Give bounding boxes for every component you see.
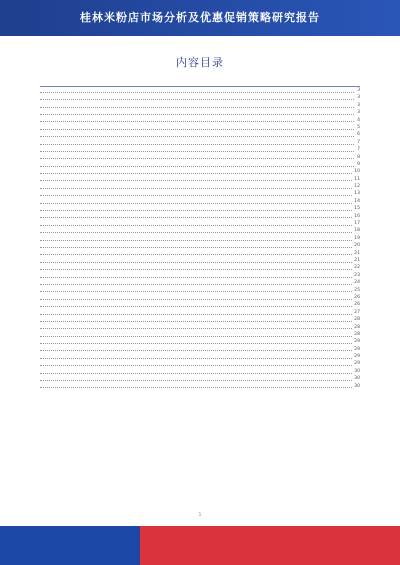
toc-entry-page: 18 <box>354 228 360 234</box>
toc-leader-dots <box>40 254 360 255</box>
toc-leader-dots <box>40 114 360 115</box>
toc-leader-dots <box>40 180 360 181</box>
toc-entry[interactable] <box>40 383 360 390</box>
toc-entry-page: 28 <box>354 317 360 323</box>
toc-entry-page: 29 <box>354 339 360 345</box>
toc-leader-dots <box>40 203 360 204</box>
toc-entry-page: 10 <box>354 169 360 175</box>
toc-entry[interactable] <box>40 213 360 220</box>
toc-entry[interactable] <box>40 353 360 360</box>
toc-entry-page: 13 <box>354 191 360 197</box>
toc-entry-page: 26 <box>354 302 360 308</box>
toc-leader-dots <box>40 321 360 322</box>
toc-entry-page: 9 <box>357 161 360 167</box>
toc-leader-dots <box>40 306 360 307</box>
toc-leader-dots <box>40 299 360 300</box>
toc-leader-dots <box>40 343 360 344</box>
toc-entry-page: 11 <box>354 176 360 182</box>
toc-entry-page: 12 <box>354 184 360 190</box>
toc-leader-dots <box>40 373 360 374</box>
toc-entry[interactable] <box>40 346 360 353</box>
toc-entry[interactable] <box>40 131 360 138</box>
toc-entry[interactable] <box>40 242 360 249</box>
footer-left <box>0 526 140 565</box>
toc-entry[interactable] <box>40 279 360 286</box>
toc-entry[interactable] <box>40 338 360 345</box>
toc-entry[interactable] <box>40 316 360 323</box>
toc-entry-page: 29 <box>354 354 360 360</box>
toc-leader-dots <box>40 291 360 292</box>
toc-entry-page: 22 <box>354 265 360 271</box>
toc-entry-page: 23 <box>354 272 360 278</box>
toc-entry[interactable] <box>40 94 360 101</box>
toc-leader-dots <box>40 277 360 278</box>
toc-leader-dots <box>40 136 360 137</box>
toc-entry-page: 30 <box>354 376 360 382</box>
toc-entry-page: 7 <box>357 139 360 145</box>
toc-entry-page: 21 <box>354 257 360 263</box>
toc-entry-page: 25 <box>354 287 360 293</box>
toc-leader-dots <box>40 144 360 145</box>
toc-entry-page: 7 <box>357 147 360 153</box>
toc-leader-dots <box>40 262 360 263</box>
toc-entry[interactable] <box>40 183 360 190</box>
toc-leader-dots <box>40 195 360 196</box>
toc-leader-dots <box>40 107 360 108</box>
toc-entry[interactable] <box>40 250 360 257</box>
toc-entry-page: 4 <box>357 117 360 123</box>
page-number: 1 <box>198 512 202 518</box>
toc-entry[interactable] <box>40 198 360 205</box>
toc-entry-page: 3 <box>357 95 360 101</box>
table-of-contents <box>40 86 360 390</box>
toc-leader-dots <box>40 166 360 167</box>
toc-entry-page: 26 <box>354 294 360 300</box>
toc-entry[interactable] <box>40 287 360 294</box>
toc-leader-dots <box>40 240 360 241</box>
toc-entry-page: 19 <box>354 235 360 241</box>
toc-leader-dots <box>40 188 360 189</box>
toc-entry-page: 6 <box>357 132 360 138</box>
toc-leader-dots <box>40 121 360 122</box>
footer-banner <box>0 526 400 565</box>
toc-entry-page: 3 <box>357 102 360 108</box>
toc-entry[interactable] <box>40 146 360 153</box>
toc-entry[interactable] <box>40 161 360 168</box>
toc-entry[interactable] <box>40 235 360 242</box>
toc-entry-page: 15 <box>354 206 360 212</box>
toc-entry[interactable] <box>40 360 360 367</box>
toc-entry[interactable] <box>40 139 360 146</box>
toc-leader-dots <box>40 358 360 359</box>
toc-entry-page: 24 <box>354 280 360 286</box>
toc-leader-dots <box>40 92 360 93</box>
toc-leader-dots <box>40 350 360 351</box>
toc-leader-dots <box>40 284 360 285</box>
toc-entry-page: 16 <box>354 213 360 219</box>
toc-leader-dots <box>40 151 360 152</box>
toc-leader-dots <box>40 336 360 337</box>
toc-entry[interactable] <box>40 154 360 161</box>
toc-entry[interactable] <box>40 86 360 94</box>
toc-entry[interactable] <box>40 375 360 382</box>
toc-entry[interactable] <box>40 102 360 109</box>
toc-entry[interactable] <box>40 220 360 227</box>
toc-entry-page: 29 <box>354 346 360 352</box>
toc-leader-dots <box>40 269 360 270</box>
toc-entry[interactable] <box>40 109 360 116</box>
toc-entry[interactable] <box>40 331 360 338</box>
toc-entry[interactable] <box>40 324 360 331</box>
toc-entry[interactable] <box>40 190 360 197</box>
toc-leader-dots <box>40 210 360 211</box>
toc-entry[interactable] <box>40 176 360 183</box>
toc-leader-dots <box>40 247 360 248</box>
toc-entry-page: 5 <box>357 124 360 130</box>
toc-entry-page: 29 <box>354 361 360 367</box>
toc-entry[interactable] <box>40 294 360 301</box>
toc-leader-dots <box>40 173 360 174</box>
toc-leader-dots <box>40 328 360 329</box>
toc-entry[interactable] <box>40 301 360 308</box>
toc-entry[interactable] <box>40 124 360 131</box>
toc-leader-dots <box>40 232 360 233</box>
toc-entry[interactable] <box>40 205 360 212</box>
toc-leader-dots <box>40 314 360 315</box>
toc-entry-page: 14 <box>354 198 360 204</box>
toc-leader-dots <box>40 365 360 366</box>
toc-entry[interactable] <box>40 264 360 271</box>
toc-leader-dots <box>40 225 360 226</box>
toc-leader-dots <box>40 158 360 159</box>
toc-entry-page: 3 <box>357 88 360 93</box>
toc-entry-page: 3 <box>357 110 360 116</box>
toc-entry-page: 28 <box>354 324 360 330</box>
toc-entry[interactable] <box>40 257 360 264</box>
report-header <box>0 0 400 36</box>
toc-entry[interactable] <box>40 272 360 279</box>
toc-entry[interactable] <box>40 117 360 124</box>
toc-leader-dots <box>40 129 360 130</box>
toc-entry[interactable] <box>40 168 360 175</box>
toc-entry-page: 28 <box>354 331 360 337</box>
toc-entry-page: 20 <box>354 243 360 249</box>
toc-entry-page: 30 <box>354 368 360 374</box>
report-title: 桂林米粉店市场分析及优惠促销策略研究报告 <box>80 11 320 24</box>
toc-entry-page: 21 <box>354 250 360 256</box>
footer-right <box>140 526 400 565</box>
toc-entry[interactable] <box>40 309 360 316</box>
toc-leader-dots <box>40 380 360 381</box>
toc-entry-page: 30 <box>354 383 360 389</box>
toc-leader-dots <box>40 99 360 100</box>
toc-leader-dots <box>40 387 360 388</box>
toc-entry[interactable] <box>40 368 360 375</box>
toc-leader-dots <box>40 217 360 218</box>
toc-heading: 内容目录 <box>176 56 224 69</box>
toc-entry[interactable] <box>40 227 360 234</box>
toc-entry-page: 8 <box>357 154 360 160</box>
toc-entry-page: 17 <box>354 221 360 227</box>
toc-entry-page: 27 <box>354 309 360 315</box>
